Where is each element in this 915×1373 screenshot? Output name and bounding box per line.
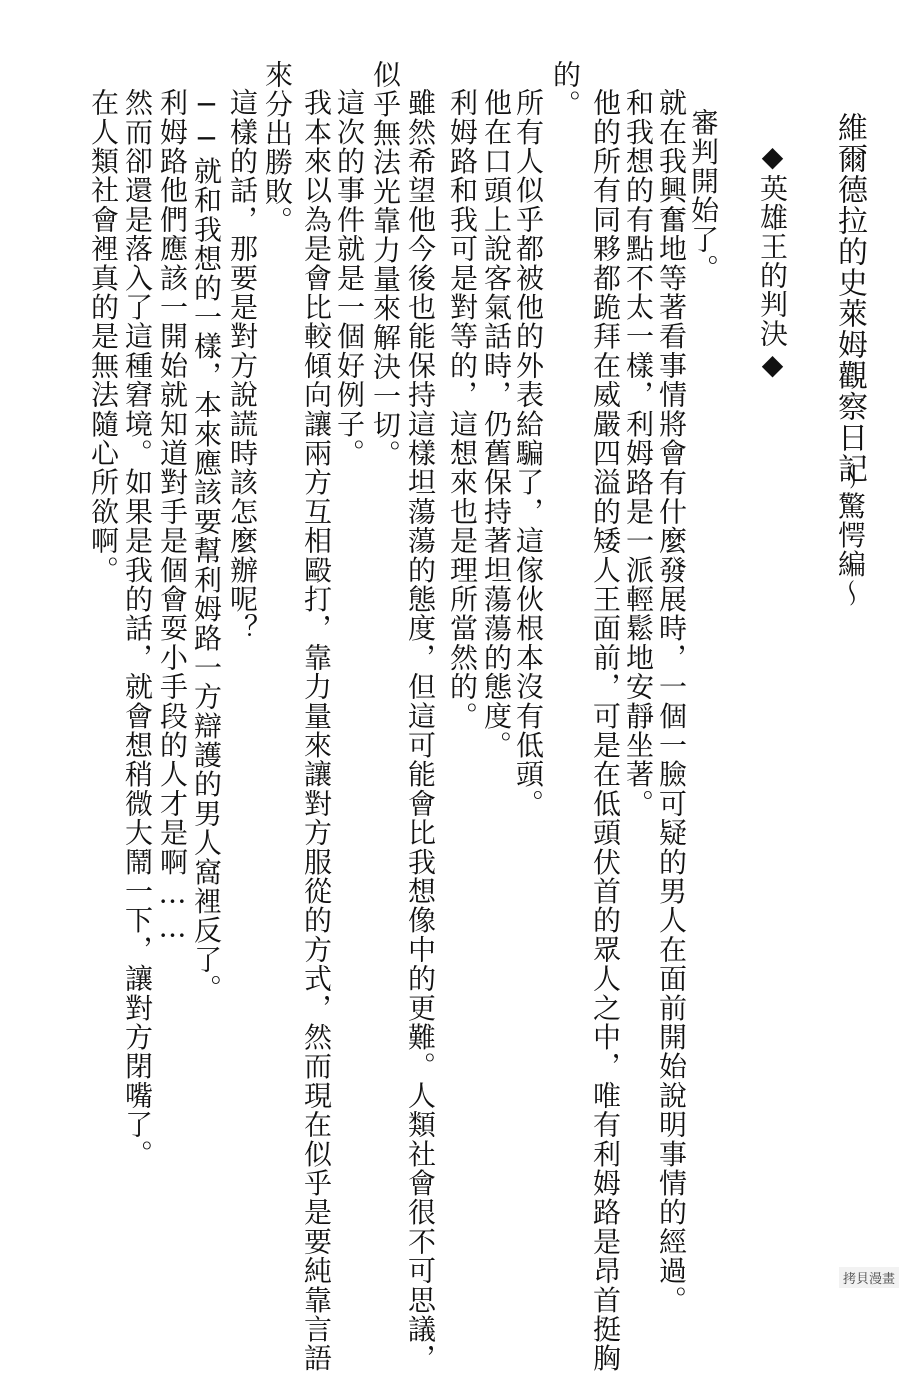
body-column: 在人類社會裡真的是無法隨心所欲啊。 bbox=[87, 88, 120, 585]
body-column: 這次的事件就是一個好例子。 bbox=[333, 88, 366, 468]
body-column: 審判開始了。 bbox=[687, 108, 720, 284]
body-column: 這樣的話，那要是對方說謊時該怎麼辦呢？ bbox=[226, 88, 259, 643]
body-column: 就在我興奮地等著看事情將會有什麼發展時，一個一臉可疑的男人在面前開始說明事情的經過。 bbox=[655, 88, 688, 1315]
body-column: 他的所有同夥都跪拜在威嚴四溢的矮人王面前，可是在低頭伏首的眾人之中，唯有利姆路是昂首挺胸 bbox=[589, 88, 622, 1373]
body-column: 的。 bbox=[549, 60, 582, 119]
body-column: 他在口頭上說客氣話時，仍舊保持著坦蕩蕩的態度。 bbox=[480, 88, 513, 760]
watermark-label: 拷貝漫畫 bbox=[839, 1267, 899, 1288]
chapter-subtitle: ～驚愕編～ bbox=[834, 462, 867, 608]
body-column: 所有人似乎都被他的外表給騙了，這傢伙根本沒有低頭。 bbox=[512, 88, 545, 818]
body-column: 利姆路和我可是對等的，這想來也是理所當然的。 bbox=[446, 88, 479, 731]
body-column: 我本來以為是會比較傾向讓兩方互相毆打，靠力量來讓對方服從的方式，然而現在似乎是要純靠言語 bbox=[300, 88, 333, 1373]
chapter-title: 維爾德拉的史萊姆觀察日記 bbox=[832, 112, 867, 484]
body-column: ──就和我想的一樣，本來應該要幫利姆路一方辯護的男人窩裡反了。 bbox=[190, 88, 223, 1004]
body-column: 和我想的有點不太一樣，利姆路是一派輕鬆地安靜坐著。 bbox=[622, 88, 655, 818]
body-column: 雖然希望他今後也能保持這樣坦蕩蕩的態度，但這可能會比我想像中的更難。人類社會很不可思議， bbox=[404, 88, 437, 1373]
section-heading: ◆英雄王的判決◆ bbox=[756, 140, 789, 382]
body-column: 利姆路他們應該一開始就知道對手是個會耍小手段的人才是啊…… bbox=[156, 88, 189, 945]
body-column: 似乎無法光靠力量來解決一切。 bbox=[369, 60, 402, 469]
body-column: 然而卻還是落入了這種窘境。如果是我的話，就會想稍微大鬧一下，讓對方閉嘴了。 bbox=[121, 88, 154, 1169]
body-column: 來分出勝敗。 bbox=[261, 60, 294, 236]
